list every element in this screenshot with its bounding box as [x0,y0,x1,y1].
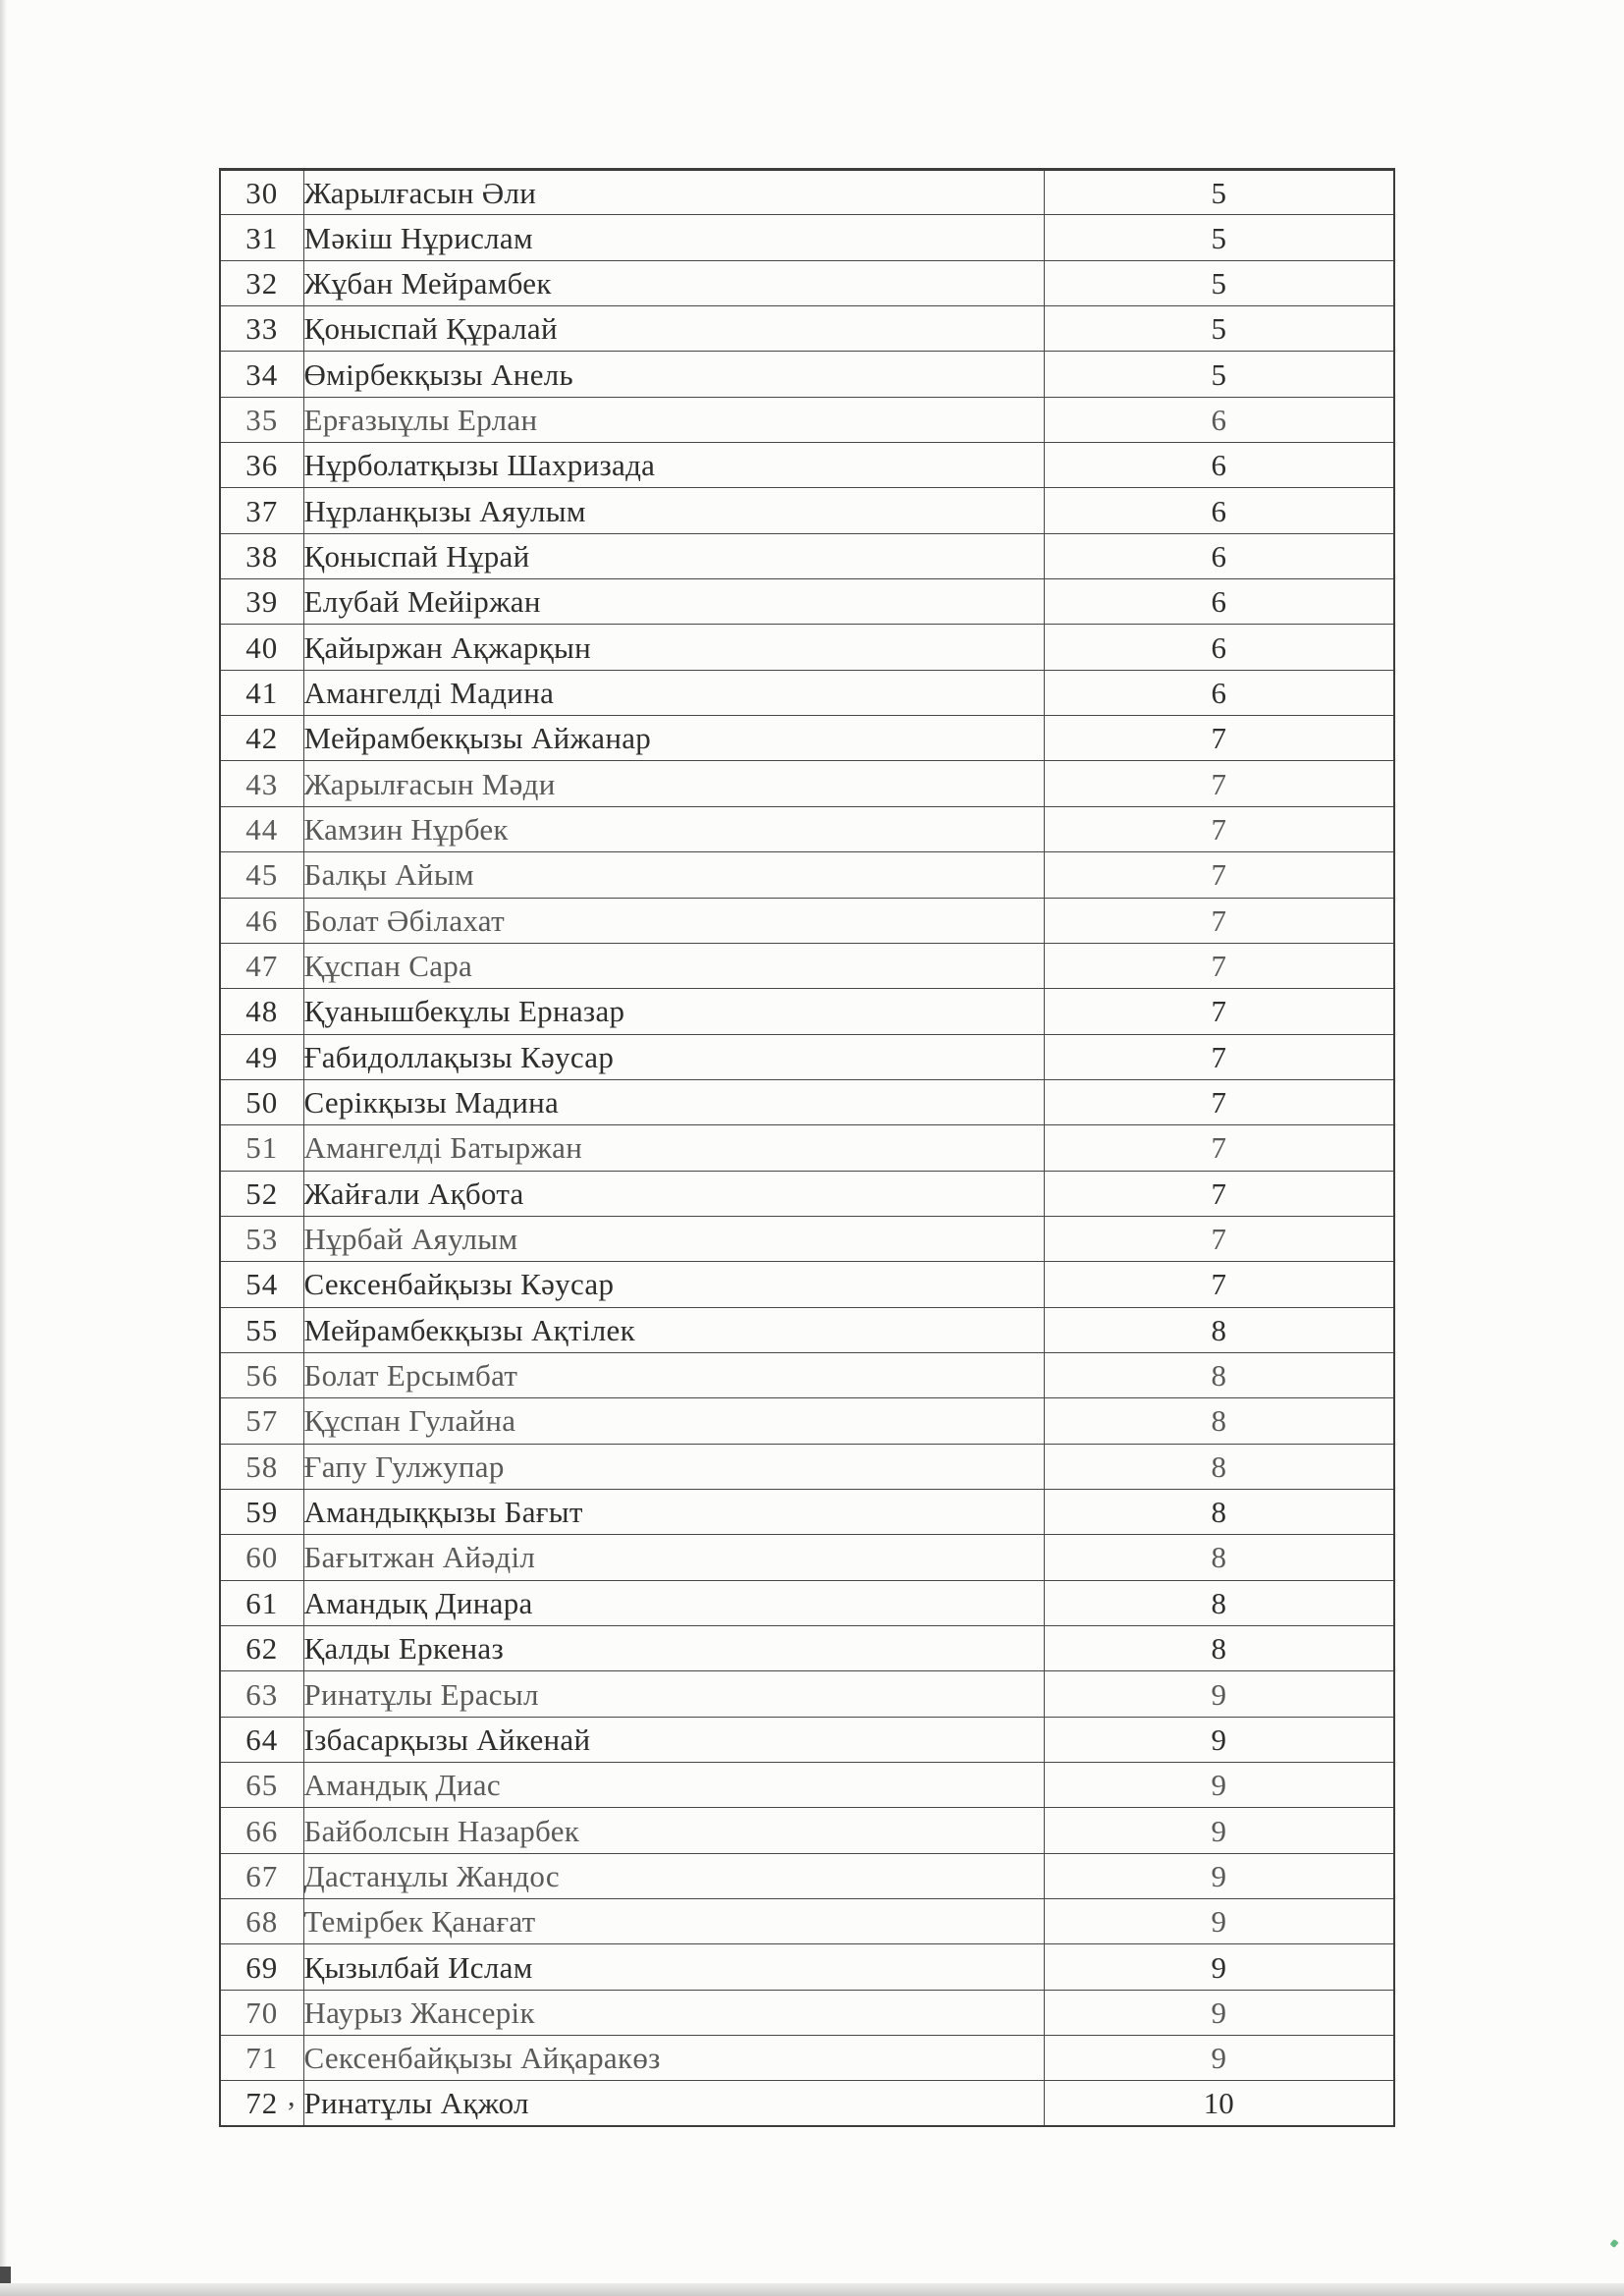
row-number-cell: 70 [220,1990,303,2035]
table-row [220,1535,1394,1580]
table-row [220,1262,1394,1307]
score-cell: 6 [1044,443,1394,488]
table-row [220,260,1394,305]
student-name-cell: Ғабидоллақызы Кәусар [303,1034,1044,1079]
score-cell: 6 [1044,488,1394,533]
row-number-cell: 56 [220,1352,303,1397]
score-table-body [220,170,1394,2127]
student-name-cell: Ринатұлы Ерасыл [303,1671,1044,1717]
score-cell: 7 [1044,1216,1394,1261]
score-cell: 6 [1044,533,1394,578]
table-row [220,716,1394,761]
row-number-cell: 67 [220,1853,303,1898]
table-row [220,215,1394,260]
student-name-cell: Амандыққызы Бағыт [303,1489,1044,1534]
student-name-cell: Жарылғасын Мәди [303,761,1044,806]
student-name-cell: Нұрланқызы Аяулым [303,488,1044,533]
row-number-cell: 39 [220,579,303,625]
score-cell: 5 [1044,260,1394,305]
row-number-cell: 45 [220,852,303,898]
row-number-cell: 46 [220,898,303,943]
row-number-cell: 41 [220,670,303,715]
score-cell: 7 [1044,898,1394,943]
score-cell: 6 [1044,579,1394,625]
score-cell: 6 [1044,625,1394,670]
student-name-cell: Темірбек Қанағат [303,1899,1044,1944]
student-name-cell: Нұрбай Аяулым [303,1216,1044,1261]
table-row [220,1352,1394,1397]
score-cell: 7 [1044,1034,1394,1079]
row-number-cell: 35 [220,397,303,442]
table-row [220,397,1394,442]
score-cell: 7 [1044,1079,1394,1124]
student-name-cell: Құспан Сара [303,943,1044,988]
table-row [220,1853,1394,1898]
table-row [220,1216,1394,1261]
scan-edge-shade [0,0,7,2296]
student-name-cell: Болат Ерсымбат [303,1352,1044,1397]
table-row [220,761,1394,806]
student-name-cell: Қуанышбекұлы Ерназар [303,989,1044,1034]
student-name-cell: Жарылғасын Әли [303,170,1044,215]
row-number-cell: 57 [220,1398,303,1444]
score-cell: 5 [1044,306,1394,352]
row-number-cell: 42 [220,716,303,761]
table-row [220,1398,1394,1444]
table-row [220,1171,1394,1216]
student-name-cell: Камзин Нұрбек [303,806,1044,851]
row-number-cell: 50 [220,1079,303,1124]
table-row [220,170,1394,215]
table-row [220,352,1394,397]
table-row [220,1307,1394,1352]
row-number-cell: 55 [220,1307,303,1352]
score-cell: 9 [1044,1990,1394,2035]
row-number-cell: 68 [220,1899,303,1944]
table-row [220,443,1394,488]
row-number-cell: 71 [220,2036,303,2081]
table-row [220,1489,1394,1534]
student-name-cell: Жайғали Ақбота [303,1171,1044,1216]
score-cell: 9 [1044,1853,1394,1898]
score-cell: 7 [1044,852,1394,898]
student-name-cell: Ерғазыұлы Ерлан [303,397,1044,442]
table-row [220,1763,1394,1808]
score-cell: 9 [1044,1671,1394,1717]
table-row [220,1990,1394,2035]
row-number-cell: 49 [220,1034,303,1079]
student-name-cell: Амангелді Мадина [303,670,1044,715]
row-number-cell: 52 [220,1171,303,1216]
score-cell: 7 [1044,989,1394,1034]
score-table [219,168,1395,2127]
student-name-cell: Амандық Динара [303,1580,1044,1625]
student-name-cell: Болат Әбілахат [303,898,1044,943]
table-row [220,1944,1394,1990]
table-row [220,898,1394,943]
score-cell: 7 [1044,761,1394,806]
row-number-cell: 64 [220,1717,303,1762]
table-row [220,1079,1394,1124]
student-name-cell: Жұбан Мейрамбек [303,260,1044,305]
table-row [220,852,1394,898]
row-number-cell: 37 [220,488,303,533]
score-cell: 9 [1044,1899,1394,1944]
scan-artifact-green-speck [1609,2239,1618,2248]
student-name-cell: Қоныспай Құралай [303,306,1044,352]
table-row [220,943,1394,988]
score-cell: 8 [1044,1352,1394,1397]
student-name-cell: Ринатұлы Ақжол [303,2081,1044,2126]
row-number-cell: 59 [220,1489,303,1534]
student-name-cell: Сексенбайқызы Айқаракөз [303,2036,1044,2081]
student-name-cell: Елубай Мейіржан [303,579,1044,625]
score-cell: 8 [1044,1626,1394,1671]
student-name-cell: Амангелді Батыржан [303,1125,1044,1171]
table-row [220,1808,1394,1853]
student-name-cell: Қалды Еркеназ [303,1626,1044,1671]
row-number-cell: 51 [220,1125,303,1171]
row-number-cell: 61 [220,1580,303,1625]
row-number-cell: 47 [220,943,303,988]
row-number-cell: 40 [220,625,303,670]
table-row [220,533,1394,578]
student-name-cell: Өмірбекқызы Анель [303,352,1044,397]
score-cell: 5 [1044,170,1394,215]
student-name-cell: Нұрболатқызы Шахризада [303,443,1044,488]
row-number-cell: 33 [220,306,303,352]
score-cell: 6 [1044,670,1394,715]
table-row [220,806,1394,851]
row-number-cell: 43 [220,761,303,806]
table-row [220,670,1394,715]
row-number-cell: 30 [220,170,303,215]
student-name-cell: Қоныспай Нұрай [303,533,1044,578]
student-name-cell: Ізбасарқызы Айкенай [303,1717,1044,1762]
score-cell: 8 [1044,1398,1394,1444]
row-number-cell: 62 [220,1626,303,1671]
student-name-cell: Құспан Гулайна [303,1398,1044,1444]
row-number-cell: 34 [220,352,303,397]
score-cell: 9 [1044,1944,1394,1990]
table-row [220,1626,1394,1671]
score-cell: 9 [1044,1717,1394,1762]
student-name-cell: Қайыржан Ақжарқын [303,625,1044,670]
score-table-container [219,168,1395,2127]
student-name-cell: Қызылбай Ислам [303,1944,1044,1990]
row-number-cell: 44 [220,806,303,851]
score-cell: 7 [1044,1125,1394,1171]
table-row [220,579,1394,625]
scan-artifact-corner-mark [0,2267,11,2284]
score-cell: 6 [1044,397,1394,442]
row-number-cell: 48 [220,989,303,1034]
row-number-cell: 58 [220,1444,303,1489]
student-name-cell: Бағытжан Айәділ [303,1535,1044,1580]
scan-artifact-comma: , [288,2080,296,2112]
table-row [220,1034,1394,1079]
row-number-cell: 53 [220,1216,303,1261]
student-name-cell: Мейрамбекқызы Айжанар [303,716,1044,761]
score-cell: 8 [1044,1489,1394,1534]
row-number-cell: 32 [220,260,303,305]
score-cell: 8 [1044,1444,1394,1489]
student-name-cell: Дастанұлы Жандос [303,1853,1044,1898]
student-name-cell: Мәкіш Нұрислам [303,215,1044,260]
table-row [220,625,1394,670]
student-name-cell: Балқы Айым [303,852,1044,898]
score-cell: 8 [1044,1580,1394,1625]
row-number-cell: 65 [220,1763,303,1808]
row-number-cell: 54 [220,1262,303,1307]
score-cell: 8 [1044,1307,1394,1352]
row-number-cell: 36 [220,443,303,488]
table-row [220,1580,1394,1625]
score-cell: 5 [1044,352,1394,397]
row-number-cell: 63 [220,1671,303,1717]
score-cell: 7 [1044,1171,1394,1216]
table-row [220,1899,1394,1944]
score-cell: 9 [1044,2036,1394,2081]
table-row [220,1717,1394,1762]
table-row [220,488,1394,533]
score-cell: 8 [1044,1535,1394,1580]
score-cell: 7 [1044,943,1394,988]
row-number-cell: 69 [220,1944,303,1990]
score-cell: 9 [1044,1763,1394,1808]
student-name-cell: Наурыз Жансерік [303,1990,1044,2035]
score-cell: 7 [1044,1262,1394,1307]
table-row [220,1125,1394,1171]
student-name-cell: Серікқызы Мадина [303,1079,1044,1124]
row-number-cell: 66 [220,1808,303,1853]
table-row [220,1444,1394,1489]
table-row [220,2081,1394,2126]
row-number-cell: 60 [220,1535,303,1580]
table-row [220,306,1394,352]
student-name-cell: Байболсын Назарбек [303,1808,1044,1853]
table-row [220,1671,1394,1717]
score-cell: 10 [1044,2081,1394,2126]
student-name-cell: Ғапу Гулжупар [303,1444,1044,1489]
score-cell: 7 [1044,806,1394,851]
student-name-cell: Сексенбайқызы Кәусар [303,1262,1044,1307]
row-number-cell: 38 [220,533,303,578]
table-row [220,989,1394,1034]
score-cell: 5 [1044,215,1394,260]
score-cell: 7 [1044,716,1394,761]
student-name-cell: Мейрамбекқызы Ақтілек [303,1307,1044,1352]
table-row [220,2036,1394,2081]
scan-edge-strip [0,2283,1624,2296]
score-cell: 9 [1044,1808,1394,1853]
row-number-cell: 72 [220,2081,303,2126]
row-number-cell: 31 [220,215,303,260]
student-name-cell: Амандық Диас [303,1763,1044,1808]
